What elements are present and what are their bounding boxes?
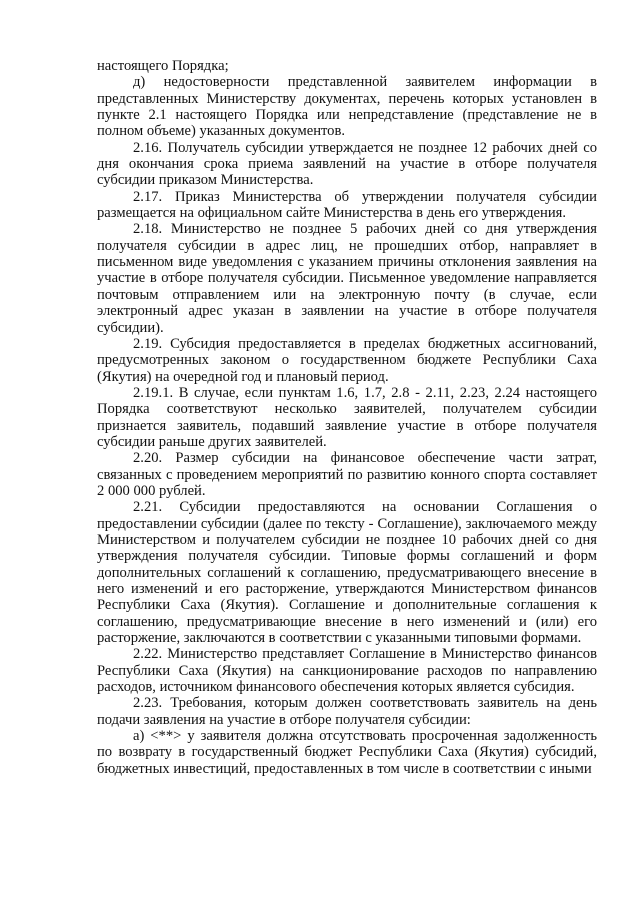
paragraph-continuation: настоящего Порядка; — [97, 58, 229, 74]
paragraph-item-a: а) <**> у заявителя должна отсутствовать просроченная задолженность по возврату в государственный бюджет Республики Саха (Якутия) субсидий, бюджетных инвестиций, предоставленных в том числе в соответствии с иными — [97, 728, 597, 777]
paragraph-2-19-1: 2.19.1. В случае, если пунктам 1.6, 1.7, 2.8 - 2.11, 2.23, 2.24 настоящего Порядка соответствуют несколько заявителей, получателем субсидии признается заявитель, подавший заявление участие в отборе получателя субсидии раньше других заявителей. — [97, 384, 597, 450]
paragraph-2-18: 2.18. Министерство не позднее 5 рабочих дней со дня утверждения получателя субсидии в адрес лиц, не прошедших отбор, направляет в письменном виде уведомления с указанием причины отклонения заявления на участие в отборе получателя субсидии. Письменное уведомление направляется почтовым отправлением или на электронную почту (в случае, если электронный адрес указан в заявлении на участие в отборе получателя субсидии). — [97, 221, 597, 336]
paragraph-2-19: 2.19. Субсидия предоставляется в пределах бюджетных ассигнований, предусмотренных законом о государственном бюджете Республики Саха (Якутия) на очередной год и плановый период. — [97, 335, 597, 385]
document-body — [97, 58, 597, 777]
paragraph-2-23: 2.23. Требования, которым должен соответствовать заявитель на день подачи заявления на участие в отборе получателя субсидии: — [97, 695, 597, 728]
paragraph-2-17: 2.17. Приказ Министерства об утверждении получателя субсидии размещается на официальном сайте Министерства в день его утверждения. — [97, 188, 597, 222]
paragraph-2-20: 2.20. Размер субсидии на финансовое обеспечение части затрат, связанных с проведением мероприятий по развитию конного спорта составляет 2 000 000 рублей. — [97, 450, 597, 499]
paragraph-item-d: д) недостоверности представленной заявителем информации в представленных Министерству документах, перечень которых установлен в пункте 2.1 настоящего Порядка или непредставление (представление не в полном объеме) указанных документов. — [97, 74, 597, 140]
paragraph-2-16: 2.16. Получатель субсидии утверждается не позднее 12 рабочих дней со дня окончания срока приема заявлений на участие в отборе получателя субсидии приказом Министерства. — [97, 139, 597, 189]
paragraph-2-21: 2.21. Субсидии предоставляются на основании Соглашения о предоставлении субсидии (далее по тексту - Соглашение), заключаемого между Министерством и получателем субсидии не позднее 10 рабочих дней со дня утверждения получателя субсидии. Типовые формы соглашений и форм дополнительных соглашений к соглашению, предусматривающего внесение в него изменений и его расторжение, утверждаются Министерством финансов Республики Саха (Якутия). Соглашение и дополнительные соглашения к соглашению, предусматривающие внесение в него изменений и (или) его расторжение, заключаются в соответствии с указанными типовыми формами. — [97, 499, 597, 647]
paragraph-2-22: 2.22. Министерство представляет Соглашение в Министерство финансов Республики Саха (Якутия) на санкционирование расходов по направлению расходов, источником финансового обеспечения которых является субсидия. — [97, 646, 597, 696]
